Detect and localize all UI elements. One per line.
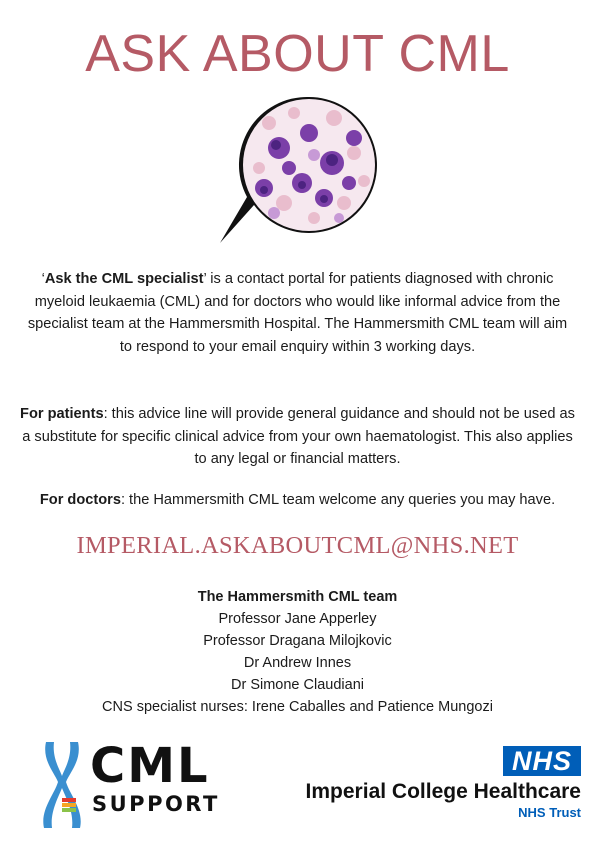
- intro-paragraph: ‘Ask the CML specialist’ is a contact portal for patients diagnosed with chronic myeloid leukaemia (CML) and for doctors who would like informal advice from the specialist team at the Hammersmith Hospital. The Hammersmith CML team will aim to respond to your email enquiry within 3 working days.: [27, 271, 568, 355]
- doctors-paragraph: For doctors: the Hammersmith CML team welcome any queries you may have.: [39, 492, 556, 508]
- team-title: The Hammersmith CML team: [197, 589, 398, 605]
- doctors-label: For doctors: [39, 492, 121, 508]
- team-member: Dr Simone Claudiani: [231, 677, 364, 693]
- intro-bold: Ask the CML specialist: [44, 271, 204, 287]
- nhs-logo: NHS: [503, 746, 581, 776]
- cml-logo-text: CML: [90, 738, 210, 794]
- team-member: CNS specialist nurses: Irene Caballes and Patience Mungozi: [102, 699, 493, 715]
- contact-email-link[interactable]: IMPERIAL.ASKABOUTCML@NHS.NET: [76, 532, 519, 559]
- patients-paragraph: For patients: this advice line will provide general guidance and should not be used as a substitute for specific clinical advice from your own haematologist. This also applies to any legal or financial matters.: [20, 406, 575, 467]
- org-sub: NHS Trust: [518, 805, 581, 820]
- team-member: Professor Jane Apperley: [218, 611, 377, 627]
- org-name: Imperial College Healthcare: [305, 780, 581, 803]
- team-member: Professor Dragana Milojkovic: [203, 633, 392, 649]
- patients-label: For patients: [20, 406, 104, 422]
- team-member: Dr Andrew Innes: [243, 655, 352, 671]
- page-title: ASK ABOUT CML: [85, 25, 510, 83]
- speech-bubble-icon: [214, 93, 384, 248]
- support-logo-text: SUPPORT: [92, 792, 220, 816]
- team-list: [0, 586, 595, 718]
